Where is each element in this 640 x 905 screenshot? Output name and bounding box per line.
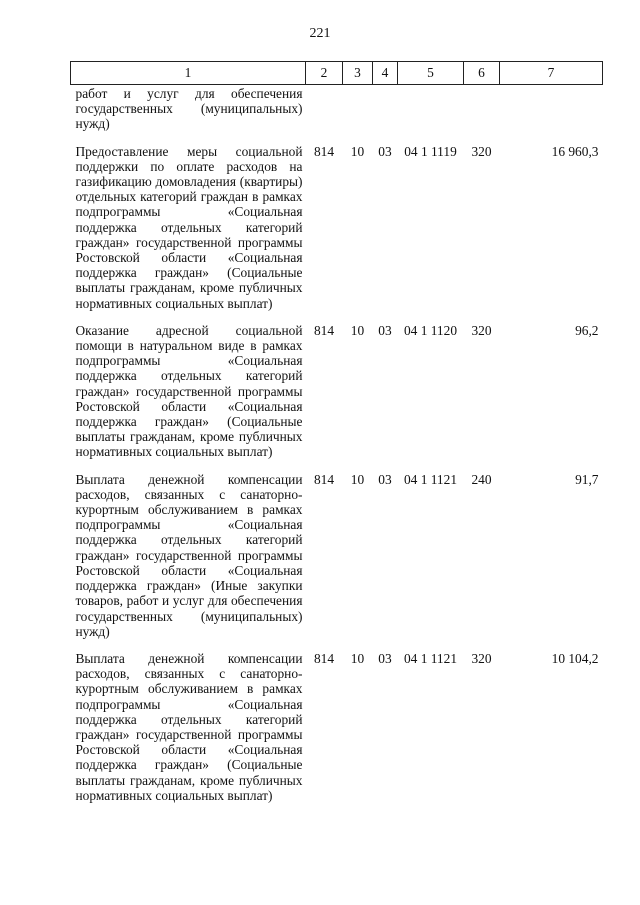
row-ved: 814 bbox=[313, 143, 335, 159]
row-vr: 320 bbox=[471, 650, 492, 666]
row-rz bbox=[343, 85, 373, 132]
row-csr: 04 1 1119 bbox=[404, 143, 457, 159]
row-ved: 814 bbox=[313, 471, 335, 487]
row-rz: 10 bbox=[350, 322, 365, 338]
row-amount: 96,2 bbox=[575, 322, 599, 338]
table-row bbox=[71, 639, 603, 803]
row-description: Выплата денежной компенсации расходов, связанных с санаторно-курортным обслуживанием в рамках подпрограммы «Социальная поддержка отдельных категорий граждан» государственной программы Ростовской области «Социальная поддержка граждан» (Иные закупки товаров, работ и услуг для обеспечения государственных (муниципальных) нужд) bbox=[75, 471, 303, 639]
row-ved bbox=[306, 85, 343, 132]
row-description: Выплата денежной компенсации расходов, связанных с санаторно-курортным обслуживанием в рамках подпрограммы «Социальная поддержка отдельных категорий граждан» государственной программы Ростовской области «Социальная поддержка граждан» (Социальные выплаты гражданам, кроме публичных нормативных социальных выплат) bbox=[75, 650, 303, 803]
table-row bbox=[71, 460, 603, 639]
row-amount: 16 960,3 bbox=[551, 143, 599, 159]
row-rz: 10 bbox=[350, 471, 365, 487]
row-pr: 03 bbox=[378, 322, 392, 338]
row-description: работ и услуг для обеспечения государственных (муниципальных) нужд) bbox=[75, 86, 303, 132]
column-header: 2 bbox=[306, 62, 343, 85]
row-vr: 320 bbox=[471, 322, 492, 338]
row-rz: 10 bbox=[350, 650, 365, 666]
row-pr: 03 bbox=[378, 650, 392, 666]
column-header: 1 bbox=[71, 62, 306, 85]
column-header: 6 bbox=[464, 62, 500, 85]
row-csr: 04 1 1121 bbox=[403, 471, 458, 487]
row-pr: 03 bbox=[378, 471, 392, 487]
row-description: Предоставление меры социальной поддержки по оплате расходов на газификацию домовладения (квартиры) отдельных категорий граждан в рамках подпрограммы «Социальная поддержка отдельных категорий граждан» государственной программы Ростовской области «Социальная поддержка граждан» (Социальные выплаты гражданам, кроме публичных нормативных социальных выплат) bbox=[75, 143, 303, 311]
budget-table bbox=[70, 61, 603, 803]
column-header: 3 bbox=[343, 62, 373, 85]
row-pr bbox=[373, 85, 398, 132]
column-number-header-row bbox=[71, 62, 603, 85]
table-row bbox=[71, 85, 603, 132]
row-ved: 814 bbox=[313, 650, 335, 666]
column-header: 4 bbox=[373, 62, 398, 85]
row-csr: 04 1 1121 bbox=[403, 650, 458, 666]
row-amount bbox=[500, 85, 603, 132]
page-number: 221 bbox=[309, 26, 331, 41]
row-amount: 10 104,2 bbox=[551, 650, 599, 666]
row-vr: 320 bbox=[471, 143, 492, 159]
column-header: 5 bbox=[398, 62, 464, 85]
row-csr: 04 1 1120 bbox=[403, 322, 458, 338]
row-vr: 240 bbox=[471, 471, 492, 487]
table-row bbox=[71, 311, 603, 460]
row-vr bbox=[464, 85, 500, 132]
table-row bbox=[71, 132, 603, 311]
row-rz: 10 bbox=[350, 143, 365, 159]
row-csr bbox=[398, 85, 464, 132]
column-header: 7 bbox=[500, 62, 603, 85]
row-description: Оказание адресной социальной помощи в натуральном виде в рамках подпрограммы «Социальная поддержка отдельных категорий граждан» государственной программы Ростовской области «Социальная поддержка граждан» (Социальные выплаты гражданам, кроме публичных нормативных социальных выплат) bbox=[75, 322, 303, 460]
row-ved: 814 bbox=[313, 322, 335, 338]
row-amount: 91,7 bbox=[575, 471, 599, 487]
row-pr: 03 bbox=[378, 143, 392, 159]
